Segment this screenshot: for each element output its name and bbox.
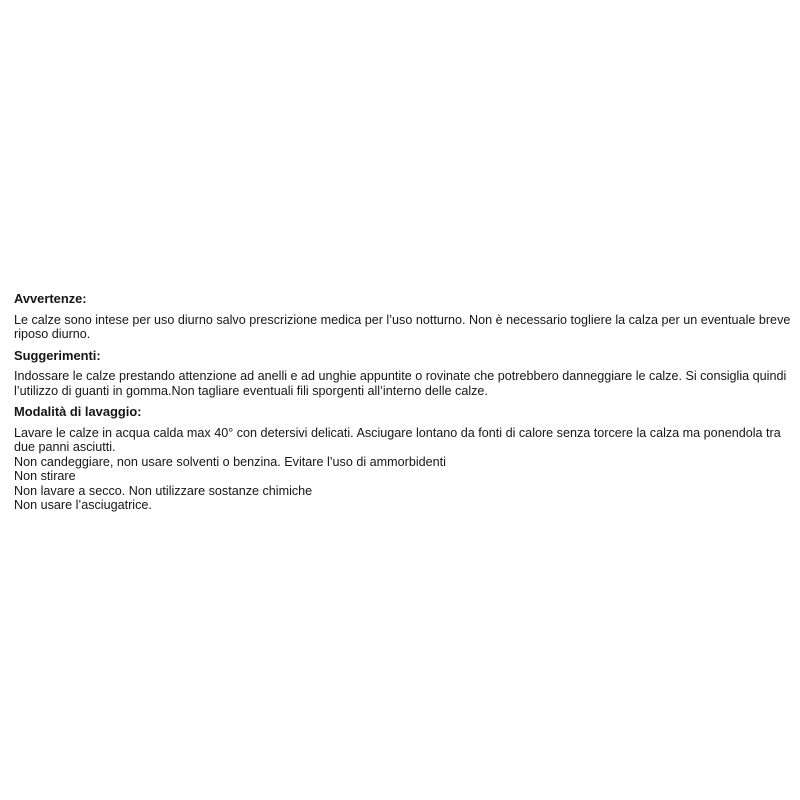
section-body-suggerimenti: Indossare le calze prestando attenzione ad anelli e ad unghie appuntite o rovinate che potrebbero danneggiare le calze. Si consiglia quindi l’utilizzo di guanti in gomma.Non tagliare eventuali fili sporgenti all’interno delle calze. bbox=[14, 369, 787, 398]
section-body-modalita-di-lavaggio: Lavare le calze in acqua calda max 40° con detersivi delicati. Asciugare lontano da fonti di calore senza torcere la calza ma ponendola tra due panni asciutti. Non candeggiare, non usare solventi o benzina. Evitare l’uso di ammorbidenti Non stirare Non lavare a secco. Non utilizzare sostanze chimiche Non usare l’asciugatrice. bbox=[14, 425, 781, 512]
section-heading-avvertenze: Avvertenze: bbox=[14, 291, 87, 306]
section-suggerimenti bbox=[14, 349, 796, 399]
section-avvertenze bbox=[14, 292, 796, 342]
section-modalita-di-lavaggio bbox=[14, 405, 796, 513]
section-body-avvertenze: Le calze sono intese per uso diurno salvo prescrizione medica per l’uso notturno. Non è necessario togliere la calza per un eventuale breve riposo diurno. bbox=[14, 312, 791, 341]
section-heading-modalita-di-lavaggio: Modalità di lavaggio: bbox=[14, 404, 142, 419]
section-heading-suggerimenti: Suggerimenti: bbox=[14, 347, 101, 363]
